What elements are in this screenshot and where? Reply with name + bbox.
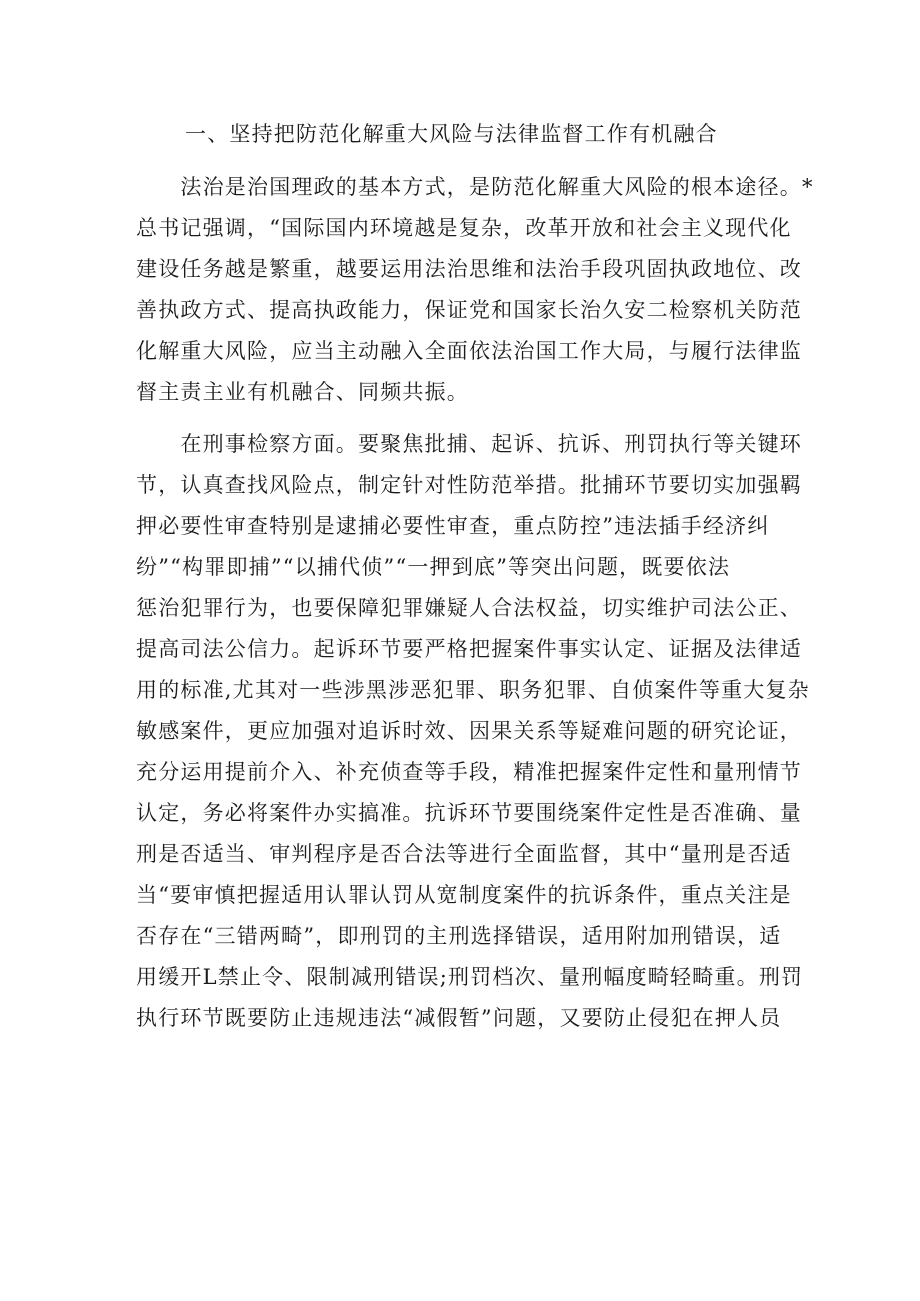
text-line: 认定，务必将案件办实搞准。抗诉环节要围绕案件定性是否准确、量 (136, 801, 802, 825)
text-line: 刑是否适当、审判程序是否合法等进行全面监督，其中“量刑是否适 (136, 842, 792, 866)
text-line: 督主责主业有机融合、同频共振。 (136, 380, 469, 404)
text-line: 在刑事检察方面。要聚焦批捕、起诉、抗诉、刑罚执行等关键环 (136, 432, 802, 456)
text-line: 押必要性审查特别是逮捕必要性审查，重点防控”违法插手经济纠 (136, 514, 770, 538)
text-line: 充分运用提前介入、补充侦查等手段，精准把握案件定性和量刑情节 (136, 760, 802, 784)
text-line: 用的标准,尤其对一些涉黑涉恶犯罪、职务犯罪、自侦案件等重大复杂 (136, 678, 810, 702)
text-line: 敏感案件，更应加强对追诉时效、因果关系等疑难问题的研究论证， (136, 719, 802, 743)
text-line: 提高司法公信力。起诉环节要严格把握案件事实认定、证据及法律适 (136, 637, 802, 661)
text-line: 纷”“构罪即捕”“以捕代侦”“一押到底”等突出问题，既要依法 (136, 555, 731, 579)
text-line: 否存在“三错两畸”，即刑罚的主刑选择错误，适用附加刑错误，适 (136, 924, 782, 948)
section-heading: 一、坚持把防范化解重大风险与法律监督工作有机融合 (185, 122, 718, 146)
text-line: 执行环节既要防止违规违法“减假暂”问题，又要防止侵犯在押人员 (136, 1006, 782, 1030)
text-line: 建设任务越是繁重，越要运用法治思维和法治手段巩固执政地位、改 (136, 257, 802, 281)
text-line: 用缓开L禁止令、限制减刑错误;刑罚档次、量刑幅度畸轻畸重。刑罚 (136, 965, 804, 989)
text-line: 法治是治国理政的基本方式，是防范化解重大风险的根本途径。* (136, 175, 814, 199)
paragraph-criminal-procuratorate (136, 424, 810, 1039)
text-line: 节，认真查找风险点，制定针对性防范举措。批捕环节要切实加强羁 (136, 473, 802, 497)
text-line: 当“要审慎把握适用认罪认罚从宽制度案件的抗诉条件，重点关注是 (136, 883, 792, 907)
text-line: 总书记强调，“国际国内环境越是复杂，改革开放和社会主义现代化 (136, 216, 792, 240)
text-line: 惩治犯罪行为，也要保障犯罪嫌疑人合法权益，切实维护司法公正、 (136, 596, 802, 620)
paragraph-rule-of-law (136, 167, 814, 413)
text-line: 善执政方式、提高执政能力，保证党和国家长治久安二检察机关防范 (136, 298, 802, 322)
text-line: 化解重大风险，应当主动融入全面依法治国工作大局，与履行法律监 (136, 339, 802, 363)
